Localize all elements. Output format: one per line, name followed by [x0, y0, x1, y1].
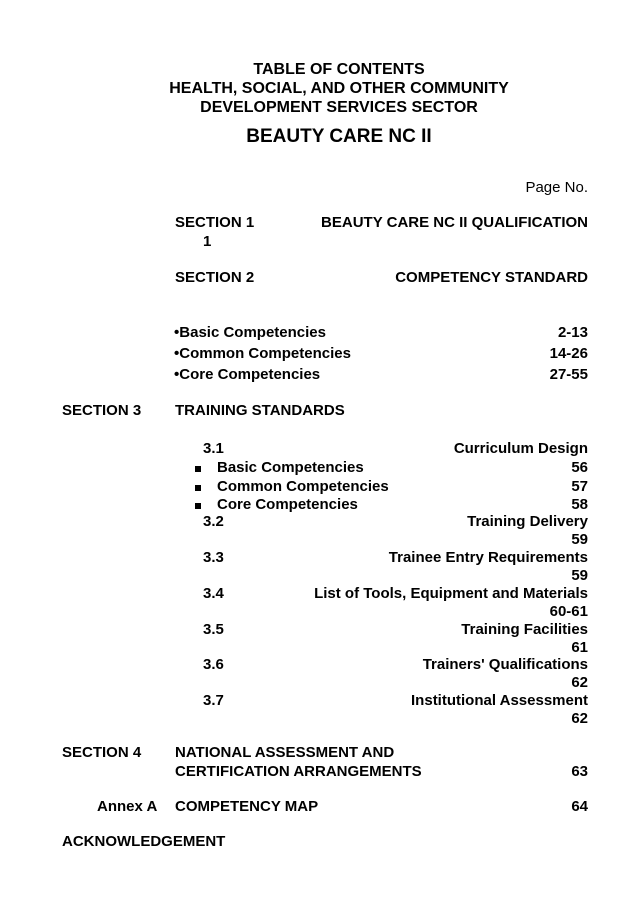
square-bullet-icon: [195, 503, 201, 509]
sector-title-line1: HEALTH, SOCIAL, AND OTHER COMMUNITY: [169, 80, 509, 97]
subsection-title: Training Delivery: [467, 513, 588, 530]
subsection-title: Trainee Entry Requirements: [388, 549, 588, 566]
acknowledgement: ACKNOWLEDGEMENT: [62, 833, 226, 850]
bullet-icon: •: [174, 345, 180, 362]
subsection-title: Institutional Assessment: [411, 692, 588, 709]
subsection-number: 3.2: [203, 513, 224, 530]
subsection-page: 59: [571, 567, 588, 584]
competency-item: •Basic Competencies: [174, 324, 326, 341]
square-bullet-icon: [195, 466, 201, 472]
page-no-label: Page No.: [525, 179, 588, 196]
curriculum-page: 58: [571, 496, 588, 513]
annex-a-page: 64: [571, 798, 588, 815]
competency-page: 2-13: [557, 324, 588, 341]
section3-label: SECTION 3: [62, 402, 142, 419]
competency-page: 27-55: [549, 366, 588, 383]
annex-a-label: Annex A: [97, 798, 158, 815]
subsection-page: 59: [571, 531, 588, 548]
curriculum-page: 57: [571, 478, 588, 495]
subsection-number: 3.3: [203, 549, 224, 566]
curriculum-item: Basic Competencies: [195, 459, 364, 476]
competency-item: •Common Competencies: [174, 345, 351, 362]
section1-title: BEAUTY CARE NC II QUALIFICATION: [321, 214, 588, 231]
bullet-icon: •: [174, 366, 180, 383]
section4-title-line2: CERTIFICATION ARRANGEMENTS: [175, 763, 422, 780]
subsection-page: 60-61: [549, 603, 588, 620]
curriculum-item: Common Competencies: [195, 478, 389, 495]
subsection-title: Trainers' Qualifications: [422, 656, 588, 673]
section4-page: 63: [571, 763, 588, 780]
subsection-number: 3.7: [203, 692, 224, 709]
square-bullet-icon: [195, 485, 201, 491]
subsection-number: 3.6: [203, 656, 224, 673]
qualification-title: BEAUTY CARE NC II: [246, 126, 432, 147]
subsection-number: 3.5: [203, 621, 224, 638]
section2-label: SECTION 2: [175, 269, 255, 286]
subsection-title: List of Tools, Equipment and Materials: [314, 585, 588, 602]
section1-page: 1: [203, 233, 212, 250]
subsection-title: Curriculum Design: [453, 440, 588, 457]
section4-title-line1: NATIONAL ASSESSMENT AND: [175, 744, 395, 761]
subsection-page: 62: [571, 674, 588, 691]
subsection-title: Training Facilities: [461, 621, 588, 638]
subsection-number: 3.4: [203, 585, 224, 602]
section4-label: SECTION 4: [62, 744, 142, 761]
competency-item: •Core Competencies: [174, 366, 321, 383]
sector-title-line2: DEVELOPMENT SERVICES SECTOR: [200, 99, 478, 116]
curriculum-item: Core Competencies: [195, 496, 358, 513]
subsection-number: 3.1: [203, 440, 224, 457]
curriculum-page: 56: [571, 459, 588, 476]
section3-title: TRAINING STANDARDS: [175, 402, 345, 419]
section2-title: COMPETENCY STANDARD: [395, 269, 588, 286]
subsection-page: 62: [571, 710, 588, 727]
section1-label: SECTION 1: [175, 214, 255, 231]
bullet-icon: •: [174, 324, 180, 341]
competency-page: 14-26: [549, 345, 588, 362]
toc-title: TABLE OF CONTENTS: [253, 61, 425, 78]
annex-a-title: COMPETENCY MAP: [175, 798, 319, 815]
subsection-page: 61: [571, 639, 588, 656]
